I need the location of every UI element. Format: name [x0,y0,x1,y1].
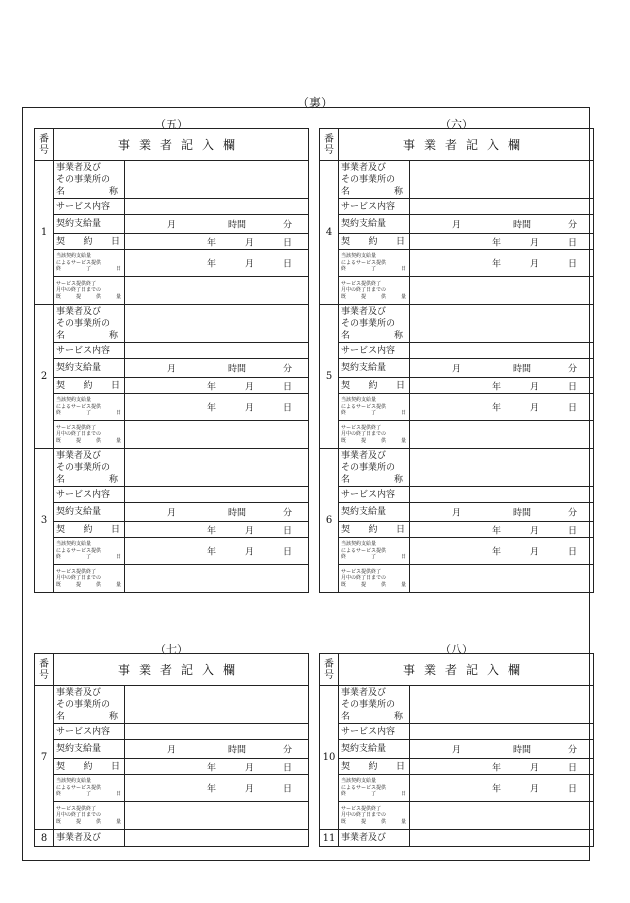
entry-number: 4 [320,161,339,305]
year-unit: 年 [207,526,217,536]
day-unit: 日 [568,238,578,248]
year-unit: 年 [207,547,217,558]
contract-date-field[interactable] [410,234,594,250]
hours-unit: 時間 [228,508,247,519]
day-unit: 日 [568,526,578,536]
number-column-header: 番号 [320,129,339,161]
hours-unit: 時間 [228,364,247,375]
provider-row [320,449,594,487]
service-row [320,724,594,740]
provider-entry-header: 事業者記入欄 [339,129,594,161]
entry-number: 10 [320,686,339,830]
end-date-row [35,775,309,802]
hours-unit: 時間 [228,220,247,231]
minutes-unit: 分 [568,220,578,231]
contract-amount-field[interactable] [410,503,594,522]
month-unit: 月 [530,763,540,773]
provider-row [320,830,594,847]
service-end-date-label: 当該契約支給量 によるサービス提供 終 了 日 [54,250,125,277]
day-unit: 日 [568,382,578,392]
end-date-row [320,394,594,421]
contract-date-row [35,234,309,250]
year-unit: 年 [207,403,217,414]
contract-amount-field[interactable] [410,740,594,759]
contract-amount-row [320,215,594,234]
provider-row [35,161,309,199]
provider-name-field[interactable] [410,161,594,199]
end-date-row [320,538,594,565]
provider-name-field[interactable] [410,449,594,487]
year-unit: 年 [207,763,217,773]
service-row [320,487,594,503]
service-content-label: サービス内容 [339,724,410,740]
contract-amount-field[interactable] [410,215,594,234]
provider-row [320,305,594,343]
day-unit: 日 [283,763,293,773]
minutes-unit: 分 [568,364,578,375]
number-column-header: 番号 [320,654,339,686]
entry-number: 7 [35,686,54,830]
provider-name-label: 事業者及び その事業所の 名 称 [339,686,410,724]
contract-date-row [320,759,594,775]
service-end-date-field[interactable] [125,775,309,802]
service-content-label: サービス内容 [54,724,125,740]
end-date-row [35,394,309,421]
contract-amount-label: 契約支給量 [339,215,410,234]
minutes-unit: 分 [283,364,293,375]
header-row [35,129,309,161]
service-content-field[interactable] [410,343,594,359]
contract-amount-label: 契約支給量 [54,215,125,234]
contract-amount-row [35,359,309,378]
entry-number: 8 [35,830,54,847]
provider-name-field[interactable] [125,449,309,487]
service-content-field[interactable] [125,487,309,503]
service-end-date-label: 当該契約支給量 によるサービス提供 終 了 日 [339,775,410,802]
service-end-date-field[interactable] [125,250,309,277]
contract-date-field[interactable] [410,378,594,394]
service-row [320,199,594,215]
contract-amount-field[interactable] [410,359,594,378]
entry-number: 2 [35,305,54,449]
provided-amount-label: サービス提供終了 月中の終了日までの 既 提 供 量 [339,277,410,305]
month-unit: 月 [245,547,255,558]
header-row [320,654,594,686]
year-unit: 年 [492,259,502,270]
minutes-unit: 分 [568,745,578,756]
service-end-date-field[interactable] [410,538,594,565]
contract-date-row [35,759,309,775]
hours-unit: 時間 [513,220,532,231]
provided-amount-field[interactable] [125,277,309,305]
month-unit: 月 [530,784,540,795]
contract-date-field[interactable] [125,234,309,250]
provider-row [320,686,594,724]
provided-amount-label: サービス提供終了 月中の終了日までの 既 提 供 量 [339,802,410,830]
month-unit: 月 [530,547,540,558]
provider-name-field[interactable] [125,830,309,847]
provider-row [35,305,309,343]
number-column-header: 番号 [35,129,54,161]
service-content-label: サービス内容 [54,487,125,503]
contract-date-label: 契 約 日 [54,759,125,775]
provided-amount-row [35,277,309,305]
provider-row [35,830,309,847]
service-row [35,199,309,215]
year-unit: 年 [492,526,502,536]
year-unit: 年 [207,382,217,392]
month-unit: 月 [452,364,462,375]
header-row [320,129,594,161]
entry-number: 5 [320,305,339,449]
contract-amount-row [35,503,309,522]
month-unit: 月 [530,526,540,536]
provider-entry-header: 事業者記入欄 [54,654,309,686]
contract-date-field[interactable] [125,759,309,775]
provider-entry-table [34,653,309,847]
provider-name-field[interactable] [125,686,309,724]
provided-amount-row [35,565,309,593]
day-unit: 日 [283,259,293,270]
month-unit: 月 [245,526,255,536]
service-end-date-label: 当該契約支給量 によるサービス提供 終 了 日 [339,538,410,565]
contract-amount-label: 契約支給量 [54,503,125,522]
provider-name-label: 事業者及び [54,830,125,847]
hours-unit: 時間 [513,364,532,375]
service-end-date-field[interactable] [410,394,594,421]
provided-amount-label: サービス提供終了 月中の終了日までの 既 提 供 量 [54,277,125,305]
year-unit: 年 [207,238,217,248]
section-title: （七） [155,643,188,656]
service-content-field[interactable] [125,199,309,215]
hours-unit: 時間 [228,745,247,756]
month-unit: 月 [530,238,540,248]
contract-date-field[interactable] [410,759,594,775]
section-title: （六） [440,118,473,131]
page-side-label: （裏） [296,96,333,110]
provider-name-label: 事業者及び その事業所の 名 称 [54,449,125,487]
minutes-unit: 分 [568,508,578,519]
year-unit: 年 [492,547,502,558]
section-title: （五） [155,118,188,131]
provider-name-label: 事業者及び その事業所の 名 称 [54,161,125,199]
contract-date-label: 契 約 日 [339,522,410,538]
provided-amount-field[interactable] [410,565,594,593]
service-content-field[interactable] [410,724,594,740]
provider-name-field[interactable] [410,686,594,724]
day-unit: 日 [283,526,293,536]
month-unit: 月 [530,403,540,414]
provider-name-label: 事業者及び その事業所の 名 称 [339,305,410,343]
service-end-date-label: 当該契約支給量 によるサービス提供 終 了 日 [339,394,410,421]
day-unit: 日 [283,784,293,795]
month-unit: 月 [167,364,177,375]
provided-amount-label: サービス提供終了 月中の終了日までの 既 提 供 量 [339,421,410,449]
year-unit: 年 [492,382,502,392]
provider-row [35,686,309,724]
provided-amount-field[interactable] [410,277,594,305]
month-unit: 月 [452,745,462,756]
provider-name-field[interactable] [410,830,594,847]
month-unit: 月 [452,220,462,231]
hours-unit: 時間 [513,745,532,756]
year-unit: 年 [492,784,502,795]
service-content-label: サービス内容 [339,343,410,359]
provided-amount-row [35,421,309,449]
day-unit: 日 [568,547,578,558]
entry-number: 6 [320,449,339,593]
contract-date-row [35,522,309,538]
service-content-label: サービス内容 [339,199,410,215]
service-row [320,343,594,359]
year-unit: 年 [492,238,502,248]
entry-number: 1 [35,161,54,305]
provider-name-field[interactable] [125,305,309,343]
day-unit: 日 [283,382,293,392]
contract-date-label: 契 約 日 [339,378,410,394]
contract-amount-field[interactable] [125,740,309,759]
entry-number: 3 [35,449,54,593]
provider-name-label: 事業者及び [339,830,410,847]
provider-entry-table [319,128,594,593]
year-unit: 年 [492,763,502,773]
contract-date-label: 契 約 日 [54,522,125,538]
service-row [35,343,309,359]
minutes-unit: 分 [283,745,293,756]
service-end-date-field[interactable] [410,250,594,277]
provided-amount-label: サービス提供終了 月中の終了日までの 既 提 供 量 [54,421,125,449]
end-date-row [320,775,594,802]
contract-amount-field[interactable] [125,215,309,234]
end-date-row [320,250,594,277]
provided-amount-row [320,802,594,830]
provider-entry-header: 事業者記入欄 [339,654,594,686]
minutes-unit: 分 [283,508,293,519]
provider-entry-table [319,653,594,847]
section-title: （八） [440,643,473,656]
provider-name-field[interactable] [410,305,594,343]
provider-name-label: 事業者及び その事業所の 名 称 [339,161,410,199]
header-row [35,654,309,686]
contract-amount-row [320,740,594,759]
service-row [35,724,309,740]
day-unit: 日 [568,259,578,270]
number-column-header: 番号 [35,654,54,686]
contract-date-field[interactable] [125,378,309,394]
contract-date-row [320,522,594,538]
provider-name-label: 事業者及び その事業所の 名 称 [339,449,410,487]
month-unit: 月 [245,238,255,248]
service-end-date-label: 当該契約支給量 によるサービス提供 終 了 日 [339,250,410,277]
service-end-date-field[interactable] [125,394,309,421]
month-unit: 月 [245,382,255,392]
month-unit: 月 [167,220,177,231]
day-unit: 日 [283,403,293,414]
end-date-row [35,538,309,565]
contract-amount-row [35,740,309,759]
provider-name-field[interactable] [125,161,309,199]
contract-date-label: 契 約 日 [339,759,410,775]
provider-row [320,161,594,199]
day-unit: 日 [568,403,578,414]
contract-amount-label: 契約支給量 [339,359,410,378]
service-content-field[interactable] [410,199,594,215]
month-unit: 月 [245,259,255,270]
contract-date-field[interactable] [125,522,309,538]
provided-amount-field[interactable] [410,421,594,449]
day-unit: 日 [568,784,578,795]
entry-number: 11 [320,830,339,847]
contract-amount-label: 契約支給量 [339,740,410,759]
provider-entry-header: 事業者記入欄 [54,129,309,161]
provided-amount-label: サービス提供終了 月中の終了日までの 既 提 供 量 [54,565,125,593]
year-unit: 年 [492,403,502,414]
year-unit: 年 [207,784,217,795]
minutes-unit: 分 [283,220,293,231]
contract-date-label: 契 約 日 [54,234,125,250]
contract-date-row [320,378,594,394]
contract-date-label: 契 約 日 [339,234,410,250]
hours-unit: 時間 [513,508,532,519]
month-unit: 月 [530,382,540,392]
contract-date-label: 契 約 日 [54,378,125,394]
month-unit: 月 [530,259,540,270]
provided-amount-row [35,802,309,830]
provider-row [35,449,309,487]
day-unit: 日 [568,763,578,773]
provider-entry-table [34,128,309,593]
provider-name-label: 事業者及び その事業所の 名 称 [54,305,125,343]
day-unit: 日 [283,238,293,248]
year-unit: 年 [207,259,217,270]
service-end-date-label: 当該契約支給量 によるサービス提供 終 了 日 [54,775,125,802]
service-end-date-field[interactable] [410,775,594,802]
provided-amount-field[interactable] [125,565,309,593]
contract-amount-row [320,503,594,522]
contract-amount-row [35,215,309,234]
service-content-field[interactable] [125,343,309,359]
provided-amount-row [320,277,594,305]
service-end-date-label: 当該契約支給量 によるサービス提供 終 了 日 [54,538,125,565]
service-content-field[interactable] [125,724,309,740]
month-unit: 月 [167,508,177,519]
provider-name-label: 事業者及び その事業所の 名 称 [54,686,125,724]
contract-date-row [35,378,309,394]
service-content-field[interactable] [410,487,594,503]
provided-amount-label: サービス提供終了 月中の終了日までの 既 提 供 量 [54,802,125,830]
contract-amount-field[interactable] [125,359,309,378]
service-content-label: サービス内容 [54,199,125,215]
service-end-date-label: 当該契約支給量 によるサービス提供 終 了 日 [54,394,125,421]
month-unit: 月 [245,763,255,773]
end-date-row [35,250,309,277]
provided-amount-field[interactable] [125,421,309,449]
contract-date-field[interactable] [410,522,594,538]
contract-amount-label: 契約支給量 [54,359,125,378]
provided-amount-row [320,421,594,449]
contract-date-row [320,234,594,250]
month-unit: 月 [245,403,255,414]
contract-amount-label: 契約支給量 [54,740,125,759]
month-unit: 月 [245,784,255,795]
day-unit: 日 [283,547,293,558]
provided-amount-row [320,565,594,593]
provided-amount-field[interactable] [410,802,594,830]
service-end-date-field[interactable] [125,538,309,565]
month-unit: 月 [452,508,462,519]
provided-amount-label: サービス提供終了 月中の終了日までの 既 提 供 量 [339,565,410,593]
service-content-label: サービス内容 [339,487,410,503]
contract-amount-row [320,359,594,378]
service-row [35,487,309,503]
contract-amount-field[interactable] [125,503,309,522]
contract-amount-label: 契約支給量 [339,503,410,522]
provided-amount-field[interactable] [125,802,309,830]
service-content-label: サービス内容 [54,343,125,359]
month-unit: 月 [167,745,177,756]
